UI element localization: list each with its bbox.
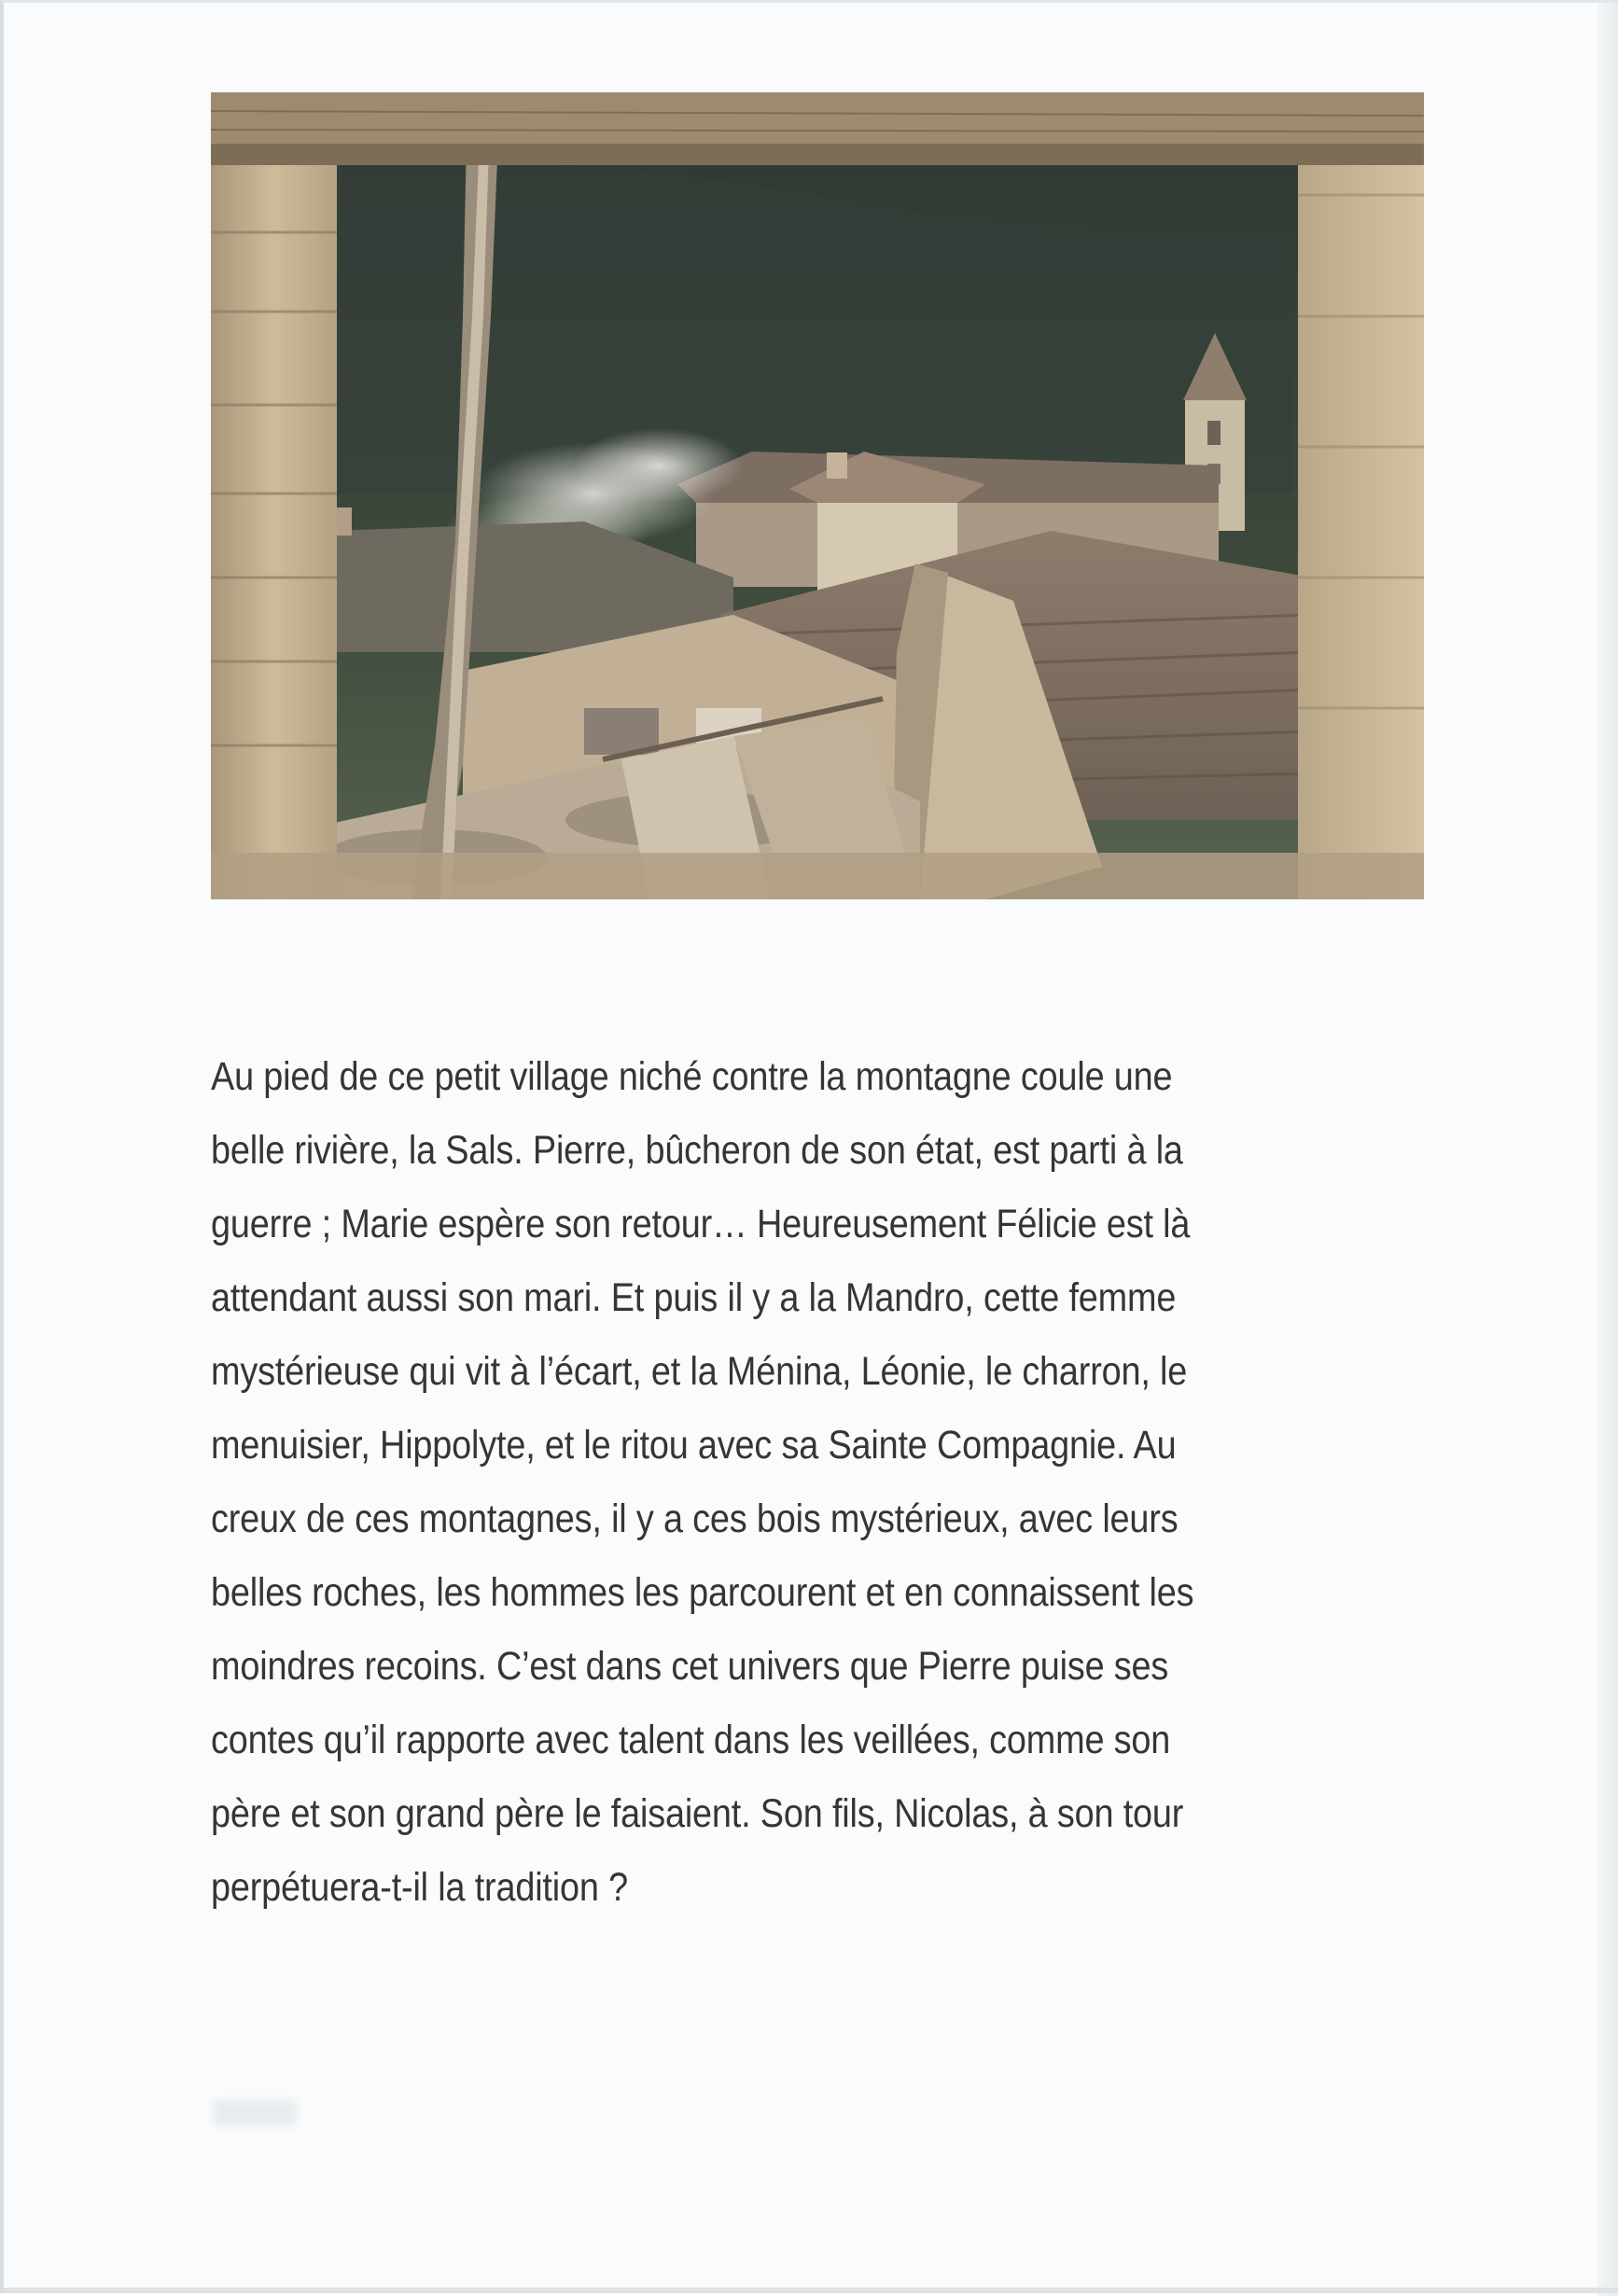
cover-photo	[211, 92, 1424, 899]
blurb-line: guerre ; Marie espère son retour… Heureusement Félicie est là	[211, 1202, 1191, 1246]
blurb-line: creux de ces montagnes, il y a ces bois mystérieux, avec leurs	[211, 1496, 1179, 1541]
back-cover-blurb	[211, 1040, 1283, 1925]
barcode-smudge	[213, 2100, 297, 2126]
blurb-line: mystérieuse qui vit à l’écart, et la Ménina, Léonie, le charron, le	[211, 1349, 1188, 1394]
village-rooftops-photo	[211, 92, 1424, 899]
blurb-line: attendant aussi son mari. Et puis il y a la Mandro, cette femme	[211, 1275, 1177, 1320]
page-edge-bottom	[4, 2288, 1618, 2293]
blurb-line: menuisier, Hippolyte, et le ritou avec sa Sainte Compagnie. Au	[211, 1423, 1177, 1468]
blurb-line: moindres recoins. C’est dans cet univers que Pierre puise ses	[211, 1644, 1169, 1689]
blurb-line: Au pied de ce petit village niché contre la montagne coule une	[211, 1054, 1173, 1099]
blurb-line: perpétuera-t-il la tradition ?	[211, 1865, 628, 1910]
page-edge-right	[1597, 3, 1618, 2296]
blurb-line: belles roches, les hommes les parcourent et en connaissent les	[211, 1570, 1194, 1615]
blurb-line: contes qu’il rapporte avec talent dans les veillées, comme son	[211, 1718, 1171, 1762]
blurb-line: belle rivière, la Sals. Pierre, bûcheron de son état, est parti à la	[211, 1128, 1183, 1173]
blurb-line: père et son grand père le faisaient. Son fils, Nicolas, à son tour	[211, 1791, 1184, 1836]
